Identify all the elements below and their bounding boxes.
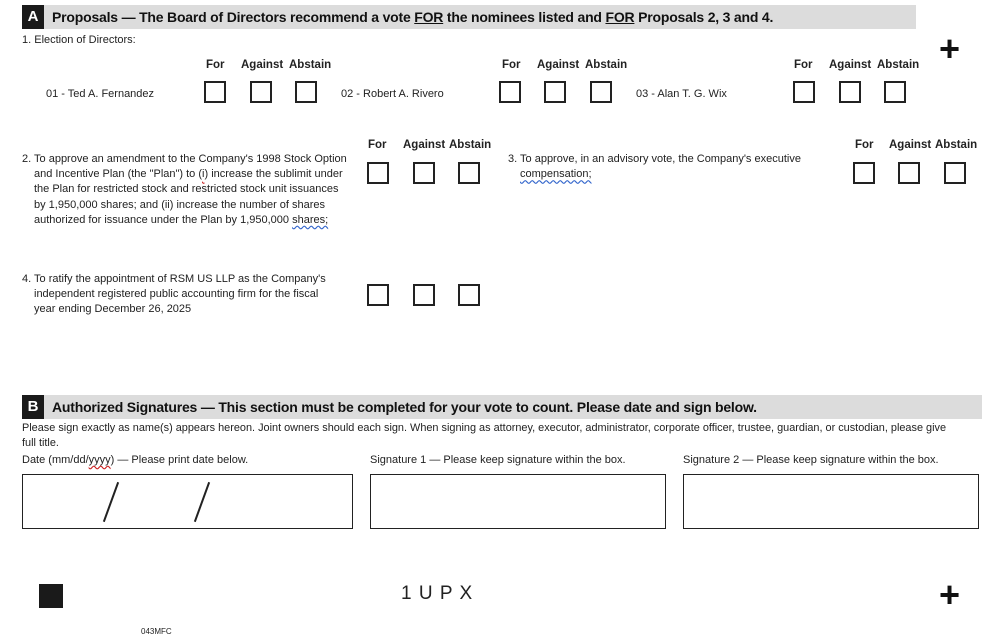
vote-header-against: Against <box>829 59 872 71</box>
form-id: 043MFC <box>141 627 172 636</box>
section-b-letter: B <box>22 395 44 419</box>
vote-header-for: For <box>502 59 521 71</box>
vote-header-against: Against <box>537 59 580 71</box>
proposal-4-abstain-checkbox[interactable] <box>458 284 480 306</box>
section-b-title: Authorized Signatures — This section must be completed for your vote to count. Please date and sign below. <box>52 399 757 415</box>
vote-header-abstain: Abstain <box>289 59 332 71</box>
nominee-03-abstain-checkbox[interactable] <box>884 81 906 103</box>
nominee-03-label: 03 - Alan T. G. Wix <box>636 88 727 100</box>
nominee-03-against-checkbox[interactable] <box>839 81 861 103</box>
signature-2-label: Signature 2 — Please keep signature within the box. <box>683 454 939 466</box>
proposal-1-label: 1. Election of Directors: <box>22 34 136 46</box>
signature-1-label: Signature 1 — Please keep signature within the box. <box>370 454 626 466</box>
nominee-03-for-checkbox[interactable] <box>793 81 815 103</box>
proposal-4-against-checkbox[interactable] <box>413 284 435 306</box>
signature-instructions: Please sign exactly as name(s) appears hereon. Joint owners should each sign. When signing as attorney, executor, administrator, corporate officer, trustee, guardian, or custodian, please give full title. <box>22 422 947 449</box>
vote-header-against: Against <box>241 59 284 71</box>
proposal-4-for-checkbox[interactable] <box>367 284 389 306</box>
proposal-3-text: 3. To approve, in an advisory vote, the Company's executive compensation; <box>508 153 801 181</box>
form-code: 1 U P X <box>401 583 474 604</box>
proposal-3-abstain-checkbox[interactable] <box>944 162 966 184</box>
vote-header-for: For <box>206 59 225 71</box>
vote-header-against: Against <box>889 139 932 151</box>
proposal-3-against-checkbox[interactable] <box>898 162 920 184</box>
nominee-01-label: 01 - Ted A. Fernandez <box>46 88 155 100</box>
proposal-2-text: 2. To approve an amendment to the Company's 1998 Stock Option and Incentive Plan (the "Plan") to (i) increase the sublimit under the Plan for restricted stock and restricted stock unit issuances by 1,950,000 shares; and (ii) increase the number of shares authorized for issuance under the Plan by 1,950,000 shares; <box>22 153 347 226</box>
vote-header-abstain: Abstain <box>877 59 920 71</box>
nominee-01-against-checkbox[interactable] <box>250 81 272 103</box>
signature-1-box[interactable] <box>370 474 666 529</box>
nominee-02-label: 02 - Robert A. Rivero <box>341 88 444 100</box>
plus-icon: + <box>939 574 961 615</box>
proposal-2-against-checkbox[interactable] <box>413 162 435 184</box>
nominee-01-for-checkbox[interactable] <box>204 81 226 103</box>
date-separator-slash <box>103 482 119 522</box>
vote-header-abstain: Abstain <box>585 59 628 71</box>
nominee-02-abstain-checkbox[interactable] <box>590 81 612 103</box>
section-a-letter: A <box>22 5 44 29</box>
vote-header-for: For <box>794 59 813 71</box>
proposal-2-abstain-checkbox[interactable] <box>458 162 480 184</box>
proposal-2-for-checkbox[interactable] <box>367 162 389 184</box>
vote-header-against: Against <box>403 139 446 151</box>
nominee-01-abstain-checkbox[interactable] <box>295 81 317 103</box>
date-input-box[interactable] <box>22 474 353 529</box>
plus-icon: + <box>939 28 961 69</box>
vote-header-for: For <box>855 139 874 151</box>
proposal-3-for-checkbox[interactable] <box>853 162 875 184</box>
nominee-02-against-checkbox[interactable] <box>544 81 566 103</box>
proposal-4-text: 4. To ratify the appointment of RSM US LLP as the Company's independent registered public accounting firm for the fiscal year ending December 26, 2025 <box>22 273 326 316</box>
vote-header-for: For <box>368 139 387 151</box>
vote-header-abstain: Abstain <box>449 139 492 151</box>
section-b-header <box>22 395 982 419</box>
date-separator-slash <box>194 482 210 522</box>
square-marker-icon <box>39 584 63 608</box>
vote-header-abstain: Abstain <box>935 139 978 151</box>
signature-2-box[interactable] <box>683 474 979 529</box>
section-a-header <box>22 5 916 29</box>
nominee-02-for-checkbox[interactable] <box>499 81 521 103</box>
date-label: Date (mm/dd/yyyy) — Please print date below. <box>22 454 249 466</box>
section-a-title: Proposals — The Board of Directors recommend a vote FOR the nominees listed and FOR Proposals 2, 3 and 4. <box>52 9 774 25</box>
